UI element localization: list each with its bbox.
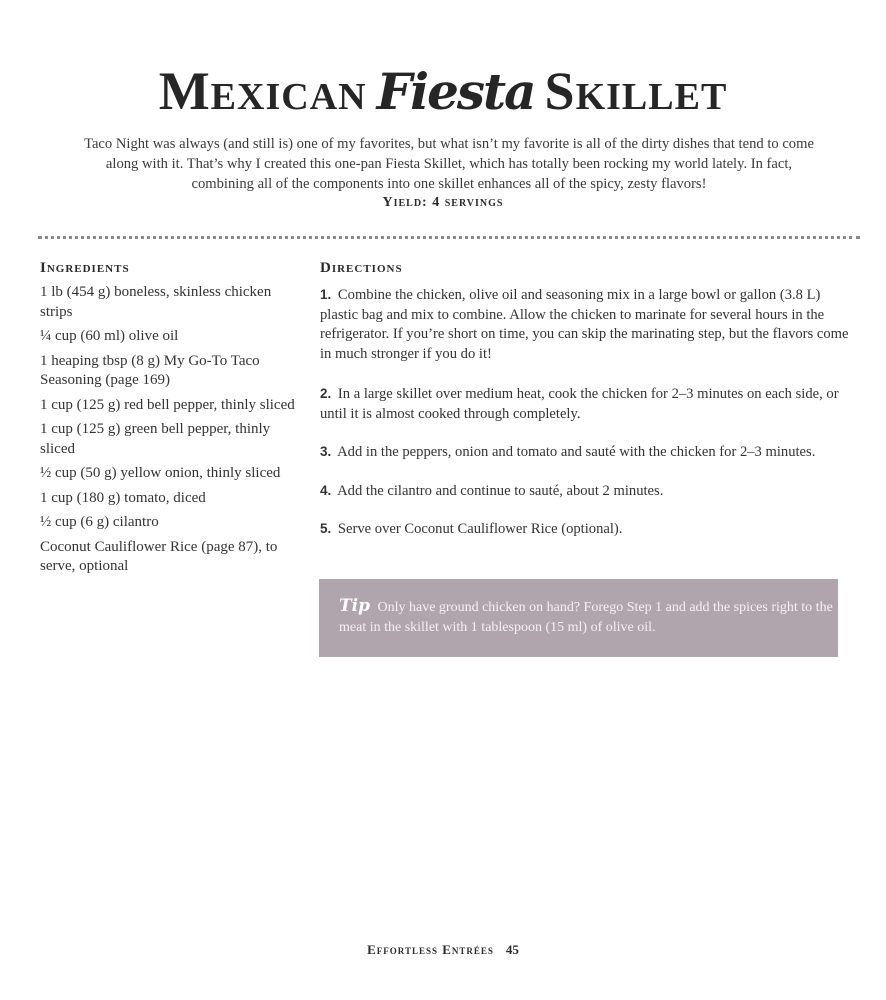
step-text: Serve over Coconut Cauliflower Rice (optional). — [337, 521, 623, 537]
directions-heading: Directions — [320, 260, 403, 276]
ingredient-item: 1 lb (454 g) boneless, skinless chicken strips — [40, 284, 272, 320]
recipe-intro: Taco Night was always (and still is) one of my favorites, but what isn’t my favorite is all of the dirty dishes that tend to come along with it. That’s why I created this one-pan Fiesta Skillet, which has totally been rocking my world lately. In fact, combining all of the components into one skillet enhances all of the spicy, zesty flavors! — [84, 135, 814, 192]
step-text: In a large skillet over medium heat, cook the chicken for 2–3 minutes on each side, or until it is almost cooked through completely. — [320, 386, 839, 422]
recipe-yield: Yield: 4 servings — [382, 195, 504, 210]
step-number: 3. — [320, 444, 332, 459]
step-number: 1. — [320, 287, 332, 302]
step-number: 2. — [320, 386, 332, 401]
step-text: Combine the chicken, olive oil and seasoning mix in a large bowl or gallon (3.8 L) plastic bag and mix to combine. Allow the chicken to marinate for several hours in the refrigerator. If you’re short on time, you can skip the marinating step, but the flavors come in much stronger if you do it! — [320, 287, 849, 362]
step-number: 4. — [320, 482, 332, 498]
step-number: 5. — [320, 521, 332, 536]
footer-section-title: Effortless Entrées — [367, 942, 494, 957]
page-number: 45 — [505, 942, 519, 957]
ingredients-heading: Ingredients — [40, 260, 130, 276]
tip-label: Tip — [339, 596, 370, 616]
direction-step — [320, 481, 862, 502]
step-text: Add in the peppers, onion and tomato and sauté with the chicken for 2–3 minutes. — [337, 444, 816, 460]
title-word-mexican: Mexican — [158, 61, 367, 122]
direction-step — [320, 442, 862, 463]
ingredient-item: 1 cup (180 g) tomato, diced — [40, 489, 206, 506]
directions-list — [320, 285, 862, 540]
recipe-title — [0, 58, 886, 125]
tip-text: Only have ground chicken on hand? Forego Step 1 and add the spices right to the meat in the skillet with 1 tablespoon (15 ml) of olive oil. — [339, 600, 833, 635]
ingredient-item: ½ cup (50 g) yellow onion, thinly sliced — [40, 465, 281, 481]
title-word-fiesta: Fiesta — [376, 62, 535, 122]
step-text: Add the cilantro and continue to sauté, about 2 minutes. — [337, 482, 664, 499]
dotted-divider — [38, 236, 860, 239]
ingredient-item: 1 cup (125 g) red bell pepper, thinly sliced — [40, 396, 295, 413]
direction-step — [320, 384, 862, 424]
tip-box — [319, 579, 838, 657]
ingredient-item: 1 heaping tbsp (8 g) My Go-To Taco Seasoning (page 169) — [40, 352, 260, 388]
ingredient-item: ½ cup (6 g) cilantro — [40, 514, 159, 530]
ingredient-item: ¼ cup (60 ml) olive oil — [40, 328, 179, 344]
ingredient-item: Coconut Cauliflower Rice (page 87), to serve, optional — [40, 538, 278, 574]
ingredients-list — [40, 283, 302, 582]
ingredient-item: 1 cup (125 g) green bell pepper, thinly sliced — [40, 421, 271, 457]
direction-step — [320, 519, 862, 540]
direction-step — [320, 285, 862, 364]
page-footer — [0, 942, 886, 958]
title-word-skillet: Skillet — [544, 61, 728, 122]
